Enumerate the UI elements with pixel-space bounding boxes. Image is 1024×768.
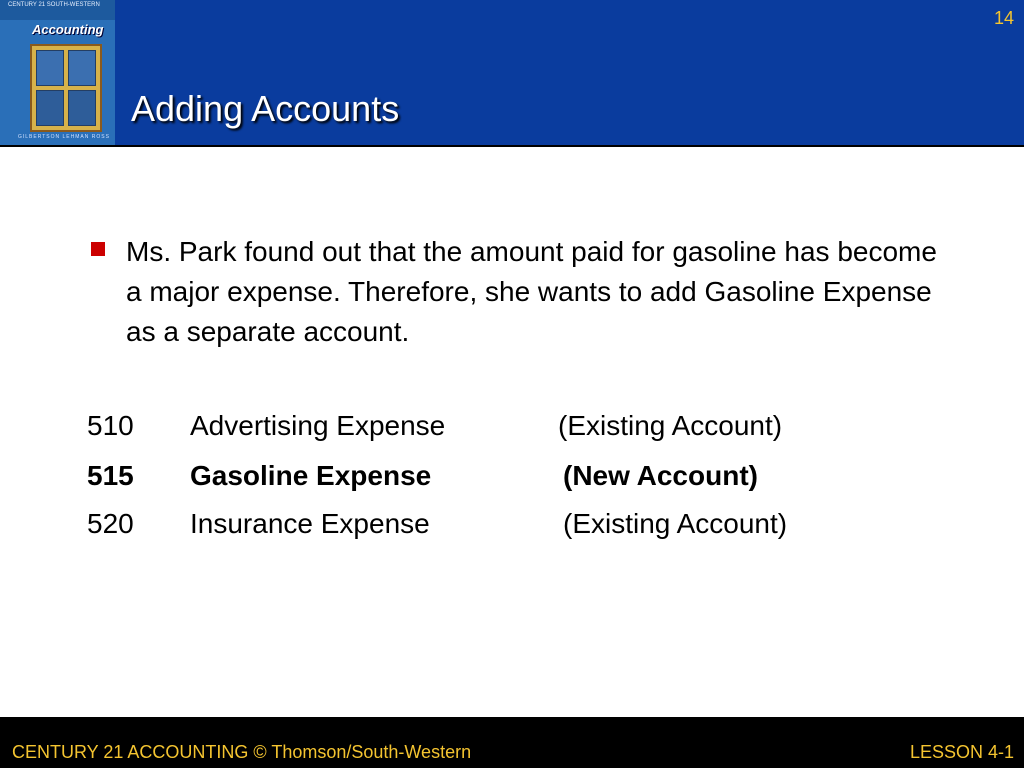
slide-number: 14 [993, 8, 1014, 28]
account-number: 510 [87, 410, 134, 441]
account-number: 520 [87, 508, 134, 539]
book-cover-title: Accounting [32, 22, 104, 37]
window-pane [36, 90, 64, 126]
account-name: Insurance Expense [190, 508, 430, 539]
book-cover-image [0, 0, 115, 145]
account-status: (Existing Account) [563, 508, 788, 539]
slide-title: Adding Accounts [131, 88, 400, 129]
book-cover-brand: CENTURY 21 SOUTH-WESTERN [8, 2, 100, 8]
book-cover-banner [0, 0, 115, 20]
header-divider [0, 145, 1024, 147]
account-number: 515 [87, 460, 134, 491]
window-pane [36, 50, 64, 86]
footer-lesson: LESSON 4-1 [909, 742, 1014, 762]
account-status: (New Account) [563, 460, 758, 491]
book-cover-authors: GILBERTSON LEHMAN ROSS [18, 134, 110, 140]
footer-bar [0, 717, 1024, 768]
book-cover-window-art [30, 44, 102, 132]
bullet-square-icon [91, 242, 105, 256]
account-name: Gasoline Expense [190, 460, 432, 491]
header-bar [0, 0, 1024, 145]
window-pane [68, 90, 96, 126]
window-pane [68, 50, 96, 86]
account-status: (Existing Account) [558, 410, 783, 441]
account-name: Advertising Expense [190, 410, 446, 441]
bullet-text: Ms. Park found out that the amount paid for gasoline has become a major expense. Therefore, she wants to add Gasoline Expense as a separate account. [126, 236, 937, 347]
footer-copyright: CENTURY 21 ACCOUNTING © Thomson/South-Western [12, 742, 472, 762]
